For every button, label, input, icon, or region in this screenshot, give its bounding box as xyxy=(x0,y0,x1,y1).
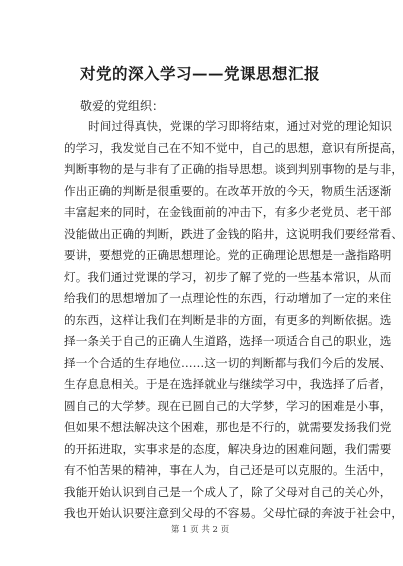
body-line: 圆自己的大学梦。现在已圆自己的大学梦，学习的困难是小事， xyxy=(64,398,392,413)
body-line: 我能开始认识到自己是一个成人了，除了父母对自己的关心外， xyxy=(64,484,392,499)
body-line: 要讲，要想党的正确思想理论。党的正确理论思想是一盏指路明 xyxy=(64,248,392,262)
body-line: 生存息息相关。于是在选择就业与继续学习中，我选择了后者， xyxy=(64,377,392,391)
salutation: 敬爱的党组织： xyxy=(80,99,165,113)
body-line: 择一条关于自己的正确人生道路，选择一项适合自己的职业，选 xyxy=(64,334,392,348)
body-line: 没能做出正确的判断，跌进了金钱的陷井，这说明我们要经常看、 xyxy=(64,226,403,241)
body-line: 择一个合适的生存地位……这一切的判断都与我们今后的发展、 xyxy=(64,355,392,370)
body-line: 我也开始认识要注意到父母的不容易。父母忙碌的奔波于社会中， xyxy=(64,506,403,520)
body-line: 时间过得真快，党课的学习即将结束，通过对党的理论知识 xyxy=(88,119,393,133)
body-line: 的学习，我发觉自己在不知不觉中，自己的思想，意识有所提高， xyxy=(64,140,403,155)
document-title: 对党的深入学习——党课思想汇报 xyxy=(79,64,320,83)
body-text xyxy=(64,116,403,525)
body-line: 丰富起来的同时，在金钱面前的冲击下，有多少老党员、老干部 xyxy=(64,205,392,219)
page-footer: 第 1 页 共 2 页 xyxy=(170,525,230,535)
body-line: 但如果不想法解决这个困难，那也是不行的，就需要发扬我们党 xyxy=(64,420,392,434)
body-line: 灯。我们通过党课的学习，初步了解了党的一些基本常识，从而 xyxy=(64,269,392,284)
body-line: 的开拓进取，实事求是的态度，解决身边的困难问题，我们需要 xyxy=(64,441,392,456)
body-line: 作出正确的判断是很重要的。在改革开放的今天，物质生活逐渐 xyxy=(64,183,392,198)
body-line: 给我们的思想增加了一点理论性的东西，行动增加了一定的来住 xyxy=(64,291,392,305)
body-line: 的东西，这样让我们在判断是非的方面，有更多的判断依据。选 xyxy=(64,312,392,327)
body-line: 有不怕苦果的精神，事在人为，自己还是可以克服的。生活中， xyxy=(64,463,392,477)
body-line: 判断事物的是与非有了正确的指导思想。谈到判别事物的是与非， xyxy=(64,162,403,176)
